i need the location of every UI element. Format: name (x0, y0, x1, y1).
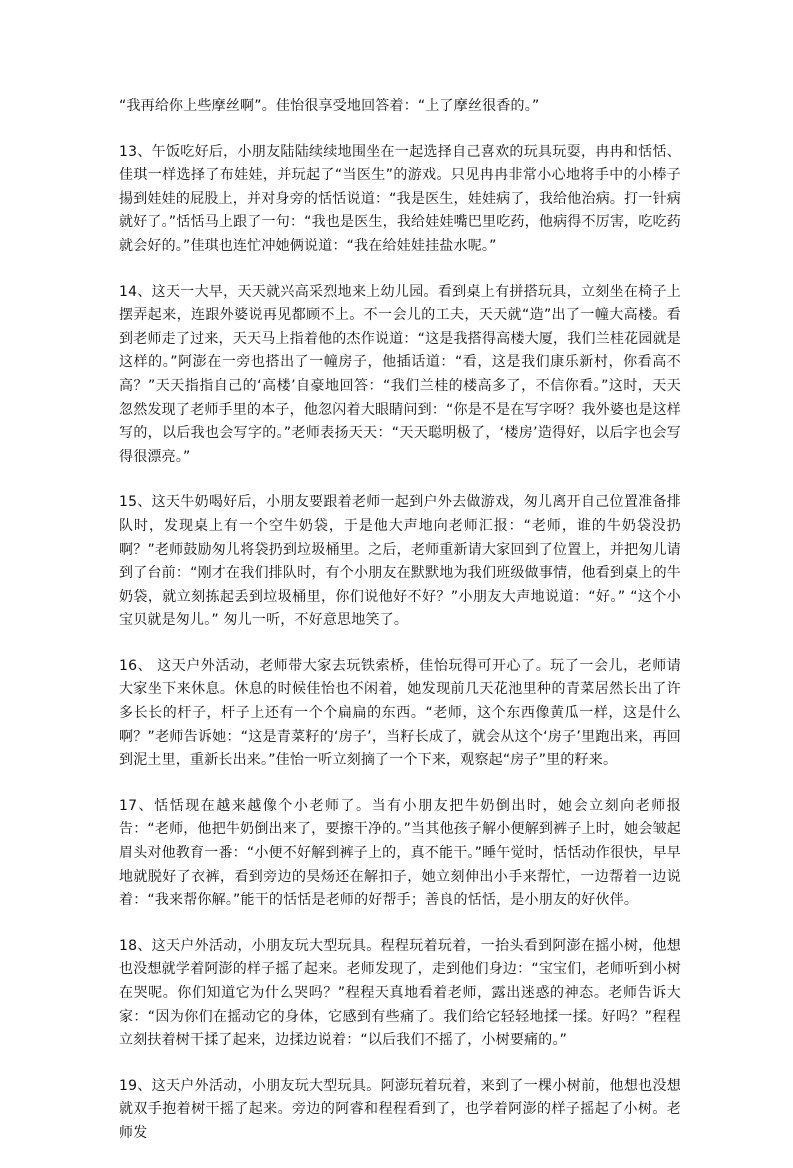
paragraph-13: 13、午饭吃好后，小朋友陆陆续续地围坐在一起选择自己喜欢的玩具玩耍，冉冉和恬恬、佳琪一样选择了布娃娃，并玩起了“当医生”的游戏。只见冉冉非常小心地将手中的小棒子揚到娃娃的屁股上，并对身旁的恬恬说道：“我是医生，娃娃病了，我给他治病。打一针病就好了。”恬恬马上跟了一句：“我也是医生，我给娃娃嘴巴里吃药，他病得不厉害，吃吃药就会好的。”佳琪也连忙冲她俩说道：“我在给娃娃挂盐水呢。” (119, 143, 681, 254)
paragraph-15: 15、这天牛奶喝好后，小朋友要跟着老师一起到户外去做游戏，匆儿离开自己位置准备排队时，发现桌上有一个空牛奶袋，于是他大声地向老师汇报：“老师，谁的牛奶袋没扔啊？”老师鼓励匆儿将袋扔到垃圾桶里。之后，老师重新请大家回到了位置上，并把匆儿请到了台前：“刚才在我们排队时，有个小朋友在默默地为我们班级做事情，他看到桌上的牛奶袋，就立刻拣起丢到垃圾桶里，你们说他好不好？”小朋友大声地说道：“好。” “这个小宝贝就是匆儿。” 匆儿一听，不好意思地笑了。 (119, 494, 681, 629)
paragraph-16: 16、 这天户外活动，老师带大家去玩铁索桥，佳怡玩得可开心了。玩了一会儿，老师请大家坐下来休息。休息的时候佳怡也不闲着，她发现前几天花池里种的青菜居然长出了许多长长的杆子，杆子上还有一个个扁扁的东西。“老师，这个东西像黄瓜一样，这是什么啊？”老师告诉她：“这是青菜籽的‘房子’，当籽长成了，就会从这个‘房子’里跑出来，再回到泥土里，重新长出来。”佳怡一听立刻摘了一个下来，观察起“房子”里的籽来。 (119, 657, 681, 769)
paragraph-intro-dialogue: “我再给你上些摩丝啊”。佳怡很享受地回答着：“上了摩丝很香的。” (119, 98, 540, 114)
paragraph-17: 17、恬恬现在越来越像个小老师了。当有小朋友把牛奶倒出时，她会立刻向老师报告：“老师，他把牛奶倒出来了，要擦干净的。”当其他孩子解小便解到裤子上时，她会皱起眉头对他教育一番：“小便不好解到裤子上的，真不能干。”睡午觉时，恬恬动作很快，早早地就脱好了衣裤，看到旁边的昊炀还在解扣子，她立刻伸出小手来帮忙，一边帮着一边说着：“我来帮你解。”能干的恬恬是老师的好帮手；善良的恬恬，是小朋友的好伙伴。 (119, 797, 681, 909)
paragraph-19: 19、这天户外活动，小朋友玩大型玩具。阿澎玩着玩着，来到了一棵小树前，他想也没想就双手抱着树干摇了起来。旁边的阿睿和程程看到了，也学着阿澎的样子摇起了小树。老师发 (119, 1077, 681, 1141)
paragraph-14: 14、这天一大早，天天就兴高采烈地来上幼儿园。看到桌上有拼搭玩具，立刻坐在椅子上摆弄起来，连跟外婆说再见都顾不上。不一会儿的工夫，天天就“造”出了一幢大高楼。看到老师走了过来，天天马上指着他的杰作说道：“这是我搭得高楼大厦，我们兰桂花园就是这样的。”阿澎在一旁也搭出了一幢房子，他插话道：“看，这是我们康乐新村，你看高不高？”天天指指自己的‘高楼’自豪地回答：“我们兰桂的楼高多了，不信你看。”这时，天天忽然发现了老师手里的本子，他忽闪着大眼睛问到：“你是不是在写字呀？我外婆也是这样写的，以后我也会写字的。”老师表扬天天：“天天聪明极了，‘楼房’造得好，以后字也会写得很漂亮。” (119, 283, 681, 465)
paragraph-18: 18、这天户外活动，小朋友玩大型玩具。程程玩着玩着，一抬头看到阿澎在摇小树，他想也没想就学着阿澎的样子摇了起来。老师发现了，走到他们身边：“宝宝们，老师听到小树在哭呢。你们知道它为什么哭吗？”程程天真地看着老师，露出迷惑的神态。老师告诉大家：“因为你们在摇动它的身体，它感到有些痛了。我们给它轻轻地揉一揉。好吗？”程程立刻扶着树干揉了起来，边揉边说着：“以后我们不摇了，小树要痛的。” (119, 937, 681, 1049)
document-page (119, 95, 681, 1168)
